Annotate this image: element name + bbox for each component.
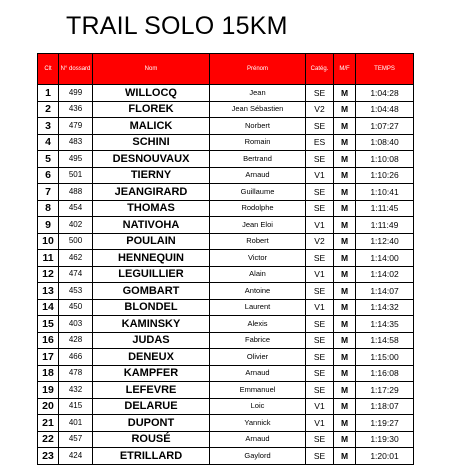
cell-dossard: 436 xyxy=(59,101,93,118)
table-row xyxy=(38,85,414,102)
cell-prenom: Jean xyxy=(210,85,306,102)
cell-clt: 11 xyxy=(38,250,59,267)
cell-temps: 1:19:27 xyxy=(356,415,414,432)
cell-mf: M xyxy=(334,134,356,151)
cell-categ: SE xyxy=(306,151,334,168)
header-categ: Catég. xyxy=(306,54,334,85)
cell-mf: M xyxy=(334,382,356,399)
cell-clt: 1 xyxy=(38,85,59,102)
cell-clt: 14 xyxy=(38,299,59,316)
cell-clt: 15 xyxy=(38,316,59,333)
cell-prenom: Arnaud xyxy=(210,431,306,448)
cell-categ: V1 xyxy=(306,266,334,283)
cell-nom: MALICK xyxy=(93,118,210,135)
page-title: TRAIL SOLO 15KM xyxy=(66,12,288,40)
cell-nom: TIERNY xyxy=(93,167,210,184)
cell-categ: SE xyxy=(306,332,334,349)
cell-nom: ROUSÉ xyxy=(93,431,210,448)
cell-nom: LEFEVRE xyxy=(93,382,210,399)
cell-temps: 1:14:35 xyxy=(356,316,414,333)
cell-temps: 1:14:07 xyxy=(356,283,414,300)
cell-mf: M xyxy=(334,250,356,267)
cell-clt: 5 xyxy=(38,151,59,168)
cell-clt: 21 xyxy=(38,415,59,432)
cell-mf: M xyxy=(334,316,356,333)
cell-mf: M xyxy=(334,233,356,250)
header-mf: M/F xyxy=(334,54,356,85)
cell-prenom: Bertrand xyxy=(210,151,306,168)
cell-nom: NATIVOHA xyxy=(93,217,210,234)
cell-mf: M xyxy=(334,415,356,432)
table-header xyxy=(38,54,414,85)
cell-temps: 1:08:40 xyxy=(356,134,414,151)
cell-clt: 3 xyxy=(38,118,59,135)
cell-clt: 12 xyxy=(38,266,59,283)
cell-clt: 22 xyxy=(38,431,59,448)
cell-clt: 8 xyxy=(38,200,59,217)
cell-dossard: 483 xyxy=(59,134,93,151)
cell-dossard: 428 xyxy=(59,332,93,349)
cell-temps: 1:12:40 xyxy=(356,233,414,250)
cell-clt: 4 xyxy=(38,134,59,151)
cell-temps: 1:11:49 xyxy=(356,217,414,234)
cell-categ: SE xyxy=(306,200,334,217)
cell-categ: SE xyxy=(306,349,334,366)
cell-categ: SE xyxy=(306,118,334,135)
cell-nom: KAMINSKY xyxy=(93,316,210,333)
cell-nom: FLOREK xyxy=(93,101,210,118)
cell-temps: 1:14:32 xyxy=(356,299,414,316)
cell-prenom: Jean Eloi xyxy=(210,217,306,234)
cell-mf: M xyxy=(334,398,356,415)
cell-categ: SE xyxy=(306,85,334,102)
cell-mf: M xyxy=(334,101,356,118)
table-row xyxy=(38,332,414,349)
table-row xyxy=(38,316,414,333)
cell-nom: DUPONT xyxy=(93,415,210,432)
cell-clt: 18 xyxy=(38,365,59,382)
cell-clt: 17 xyxy=(38,349,59,366)
cell-temps: 1:17:29 xyxy=(356,382,414,399)
cell-dossard: 453 xyxy=(59,283,93,300)
cell-mf: M xyxy=(334,217,356,234)
cell-temps: 1:04:28 xyxy=(356,85,414,102)
results-table xyxy=(37,53,414,465)
cell-temps: 1:14:02 xyxy=(356,266,414,283)
cell-temps: 1:16:08 xyxy=(356,365,414,382)
cell-prenom: Jean Sébastien xyxy=(210,101,306,118)
cell-nom: POULAIN xyxy=(93,233,210,250)
table-row xyxy=(38,283,414,300)
cell-clt: 2 xyxy=(38,101,59,118)
cell-dossard: 501 xyxy=(59,167,93,184)
cell-temps: 1:18:07 xyxy=(356,398,414,415)
cell-prenom: Robert xyxy=(210,233,306,250)
cell-mf: M xyxy=(334,283,356,300)
cell-clt: 10 xyxy=(38,233,59,250)
cell-prenom: Arnaud xyxy=(210,365,306,382)
cell-temps: 1:15:00 xyxy=(356,349,414,366)
table-row xyxy=(38,266,414,283)
cell-prenom: Fabrice xyxy=(210,332,306,349)
cell-mf: M xyxy=(334,332,356,349)
cell-dossard: 495 xyxy=(59,151,93,168)
table-row xyxy=(38,349,414,366)
table-row xyxy=(38,233,414,250)
cell-mf: M xyxy=(334,118,356,135)
cell-nom: HENNEQUIN xyxy=(93,250,210,267)
cell-prenom: Rodolphe xyxy=(210,200,306,217)
table-row xyxy=(38,134,414,151)
cell-temps: 1:10:08 xyxy=(356,151,414,168)
table-row xyxy=(38,151,414,168)
cell-categ: SE xyxy=(306,365,334,382)
cell-categ: V2 xyxy=(306,233,334,250)
cell-clt: 13 xyxy=(38,283,59,300)
header-temps: TEMPS xyxy=(356,54,414,85)
cell-nom: DELARUE xyxy=(93,398,210,415)
header-clt: Clt xyxy=(38,54,59,85)
header-prenom: Prénom xyxy=(210,54,306,85)
header-row xyxy=(38,54,414,85)
cell-mf: M xyxy=(334,85,356,102)
cell-dossard: 402 xyxy=(59,217,93,234)
table-row xyxy=(38,365,414,382)
cell-prenom: Antoine xyxy=(210,283,306,300)
cell-mf: M xyxy=(334,299,356,316)
cell-temps: 1:10:41 xyxy=(356,184,414,201)
cell-dossard: 466 xyxy=(59,349,93,366)
cell-dossard: 450 xyxy=(59,299,93,316)
cell-dossard: 478 xyxy=(59,365,93,382)
table-row xyxy=(38,382,414,399)
cell-mf: M xyxy=(334,448,356,465)
cell-prenom: Alain xyxy=(210,266,306,283)
cell-categ: SE xyxy=(306,431,334,448)
cell-categ: SE xyxy=(306,316,334,333)
cell-prenom: Yannick xyxy=(210,415,306,432)
cell-dossard: 415 xyxy=(59,398,93,415)
cell-nom: JUDAS xyxy=(93,332,210,349)
table-body xyxy=(38,85,414,465)
cell-mf: M xyxy=(334,184,356,201)
table-row xyxy=(38,415,414,432)
cell-dossard: 457 xyxy=(59,431,93,448)
cell-categ: V1 xyxy=(306,415,334,432)
cell-prenom: Gaylord xyxy=(210,448,306,465)
cell-categ: SE xyxy=(306,184,334,201)
cell-dossard: 500 xyxy=(59,233,93,250)
cell-nom: THOMAS xyxy=(93,200,210,217)
cell-prenom: Norbert xyxy=(210,118,306,135)
cell-mf: M xyxy=(334,266,356,283)
cell-clt: 23 xyxy=(38,448,59,465)
cell-mf: M xyxy=(334,167,356,184)
cell-prenom: Alexis xyxy=(210,316,306,333)
cell-prenom: Laurent xyxy=(210,299,306,316)
cell-dossard: 403 xyxy=(59,316,93,333)
cell-mf: M xyxy=(334,151,356,168)
cell-nom: WILLOCQ xyxy=(93,85,210,102)
cell-prenom: Romain xyxy=(210,134,306,151)
cell-temps: 1:14:00 xyxy=(356,250,414,267)
cell-mf: M xyxy=(334,349,356,366)
cell-temps: 1:07:27 xyxy=(356,118,414,135)
cell-clt: 7 xyxy=(38,184,59,201)
cell-categ: V1 xyxy=(306,167,334,184)
cell-nom: BLONDEL xyxy=(93,299,210,316)
cell-clt: 20 xyxy=(38,398,59,415)
cell-nom: DESNOUVAUX xyxy=(93,151,210,168)
cell-nom: SCHINI xyxy=(93,134,210,151)
cell-mf: M xyxy=(334,365,356,382)
cell-prenom: Olivier xyxy=(210,349,306,366)
table-row xyxy=(38,167,414,184)
cell-nom: ETRILLARD xyxy=(93,448,210,465)
table-row xyxy=(38,217,414,234)
cell-dossard: 499 xyxy=(59,85,93,102)
cell-mf: M xyxy=(334,200,356,217)
cell-categ: SE xyxy=(306,250,334,267)
table-row xyxy=(38,118,414,135)
cell-temps: 1:19:30 xyxy=(356,431,414,448)
table-row xyxy=(38,101,414,118)
table-row xyxy=(38,431,414,448)
header-dossard: N° dossard xyxy=(59,54,93,85)
cell-nom: LEGUILLIER xyxy=(93,266,210,283)
cell-mf: M xyxy=(334,431,356,448)
cell-temps: 1:04:48 xyxy=(356,101,414,118)
cell-categ: SE xyxy=(306,382,334,399)
cell-dossard: 462 xyxy=(59,250,93,267)
cell-categ: V1 xyxy=(306,398,334,415)
table-row xyxy=(38,299,414,316)
cell-prenom: Loic xyxy=(210,398,306,415)
cell-dossard: 479 xyxy=(59,118,93,135)
cell-dossard: 424 xyxy=(59,448,93,465)
cell-categ: V2 xyxy=(306,101,334,118)
cell-prenom: Emmanuel xyxy=(210,382,306,399)
cell-dossard: 401 xyxy=(59,415,93,432)
header-nom: Nom xyxy=(93,54,210,85)
cell-dossard: 454 xyxy=(59,200,93,217)
cell-categ: SE xyxy=(306,448,334,465)
cell-prenom: Victor xyxy=(210,250,306,267)
cell-prenom: Guillaume xyxy=(210,184,306,201)
cell-nom: GOMBART xyxy=(93,283,210,300)
cell-nom: KAMPFER xyxy=(93,365,210,382)
cell-temps: 1:11:45 xyxy=(356,200,414,217)
cell-clt: 16 xyxy=(38,332,59,349)
cell-temps: 1:20:01 xyxy=(356,448,414,465)
cell-dossard: 432 xyxy=(59,382,93,399)
table-row xyxy=(38,250,414,267)
cell-dossard: 474 xyxy=(59,266,93,283)
cell-categ: V1 xyxy=(306,217,334,234)
cell-nom: JEANGIRARD xyxy=(93,184,210,201)
cell-clt: 19 xyxy=(38,382,59,399)
table-row xyxy=(38,448,414,465)
cell-temps: 1:14:58 xyxy=(356,332,414,349)
table-row xyxy=(38,398,414,415)
cell-categ: SE xyxy=(306,283,334,300)
cell-clt: 9 xyxy=(38,217,59,234)
cell-nom: DENEUX xyxy=(93,349,210,366)
cell-dossard: 488 xyxy=(59,184,93,201)
cell-clt: 6 xyxy=(38,167,59,184)
cell-prenom: Arnaud xyxy=(210,167,306,184)
table-row xyxy=(38,200,414,217)
table-row xyxy=(38,184,414,201)
cell-temps: 1:10:26 xyxy=(356,167,414,184)
cell-categ: V1 xyxy=(306,299,334,316)
cell-categ: ES xyxy=(306,134,334,151)
